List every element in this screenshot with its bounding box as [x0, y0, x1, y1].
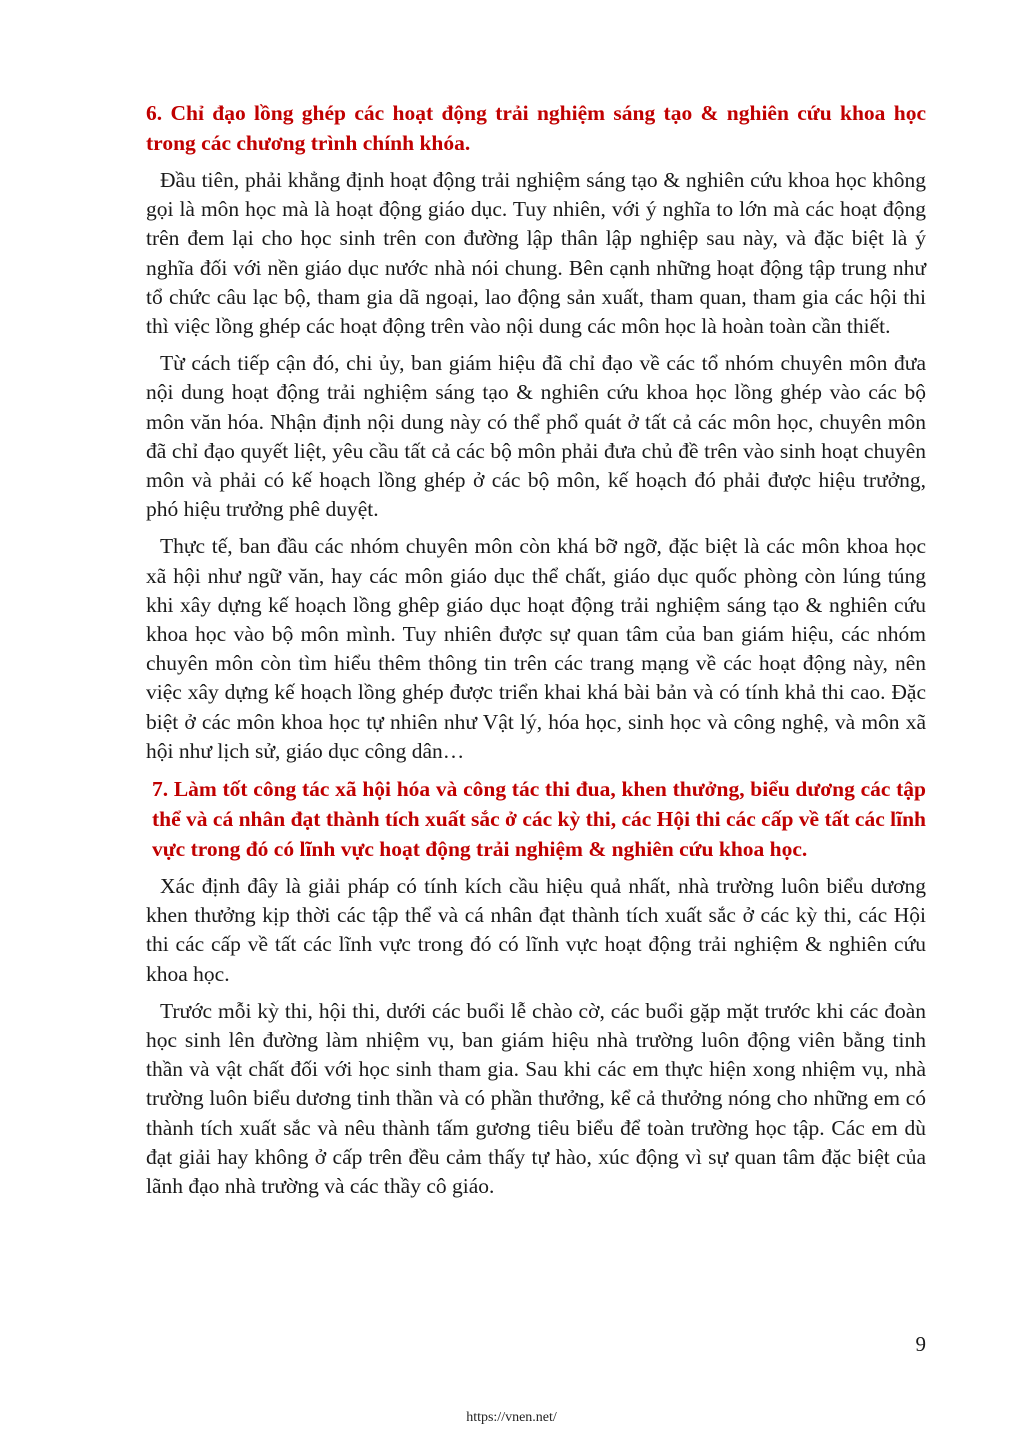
section-7-paragraph-1: Xác định đây là giải pháp có tính kích cầu hiệu quả nhất, nhà trường luôn biểu dương khen thưởng kịp thời các tập thể và cá nhân đạt thành tích xuất sắc ở các kỳ thi, các Hội thi các cấp về tất các lĩnh vực trong đó có lĩnh vực hoạt động trải nghiệm & nghiên cứu khoa học. [146, 874, 926, 986]
section-6-paragraph-2: Từ cách tiếp cận đó, chi ủy, ban giám hiệu đã chỉ đạo về các tổ nhóm chuyên môn đưa nội dung hoạt động trải nghiệm sáng tạo & nghiên cứu khoa học lồng ghép vào các bộ môn văn hóa. Nhận định nội dung này có thể phổ quát ở tất cả các môn học, chuyên môn đã chỉ đạo quyết liệt, yêu cầu tất cả các bộ môn phải đưa chủ đề trên vào sinh hoạt chuyên môn và phải có kế hoạch lồng ghép ở các bộ môn, kế hoạch đó phải được hiệu trưởng, phó hiệu trưởng phê duyệt. [146, 351, 926, 522]
footer-url[interactable]: https://vnen.net/ [466, 1410, 557, 1425]
section-7-heading: 7. Làm tốt công tác xã hội hóa và công tác thi đua, khen thưởng, biểu dương các tập thể và cá nhân đạt thành tích xuất sắc ở các kỳ thi, các Hội thi các cấp về tất các lĩnh vực trong đó có lĩnh vực hoạt động trải nghiệm & nghiên cứu khoa học. [152, 777, 926, 862]
section-7-paragraph-2: Trước mỗi kỳ thi, hội thi, dưới các buổi lễ chào cờ, các buổi gặp mặt trước khi các đoàn học sinh lên đường làm nhiệm vụ, ban giám hiệu nhà trường luôn động viên bằng tinh thần và vật chất đối với học sinh tham gia. Sau khi các em thực hiện xong nhiệm vụ, nhà trường luôn biểu dương tinh thần và có phần thưởng, kể cả thưởng nóng cho những em có thành tích xuất sắc và nêu thành tấm gương tiêu biểu để toàn trường học tập. Các em dù đạt giải hay không ở cấp trên đều cảm thấy tự hào, xúc động vì sự quan tâm đặc biệt của lãnh đạo nhà trường và các thầy cô giáo. [146, 998, 926, 1199]
section-6-paragraph-1: Đầu tiên, phải khẳng định hoạt động trải nghiệm sáng tạo & nghiên cứu khoa học không gọi là môn học mà là hoạt động giáo dục. Tuy nhiên, với ý nghĩa to lớn mà các hoạt động trên đem lại cho học sinh trên con đường lập thân lập nghiệp sau này, và đặc biệt là ý nghĩa đối với nền giáo dục nước nhà nói chung. Bên cạnh những hoạt động tập trung như tổ chức câu lạc bộ, tham gia dã ngoại, lao động sản xuất, tham quan, tham gia các hội thi thì việc lồng ghép các hoạt động trên vào nội dung các môn học là hoàn toàn cần thiết. [146, 168, 926, 339]
section-6-heading: 6. Chỉ đạo lồng ghép các hoạt động trải nghiệm sáng tạo & nghiên cứu khoa học trong các chương trình chính khóa. [146, 101, 926, 155]
page-number: 9 [915, 1332, 926, 1356]
document-body [146, 98, 926, 1209]
section-6-paragraph-3: Thực tế, ban đầu các nhóm chuyên môn còn khá bỡ ngỡ, đặc biệt là các môn khoa học xã hội như ngữ văn, hay các môn giáo dục thể chất, giáo dục quốc phòng còn lúng túng khi xây dựng kế hoạch lồng ghêp giáo dục hoạt động trải nghiệm sáng tạo & nghiên cứu khoa học vào bộ môn mình. Tuy nhiên được sự quan tâm của ban giám hiệu, các nhóm chuyên môn còn tìm hiểu thêm thông tin trên các trang mạng về các hoạt động này, nên việc xây dựng kế hoạch lồng ghép được triển khai khá bài bản và có tính khả thi cao. Đặc biệt ở các môn khoa học tự nhiên như Vật lý, hóa học, sinh học và công nghệ, và môn xã hội như lịch sử, giáo dục công dân… [146, 534, 926, 763]
